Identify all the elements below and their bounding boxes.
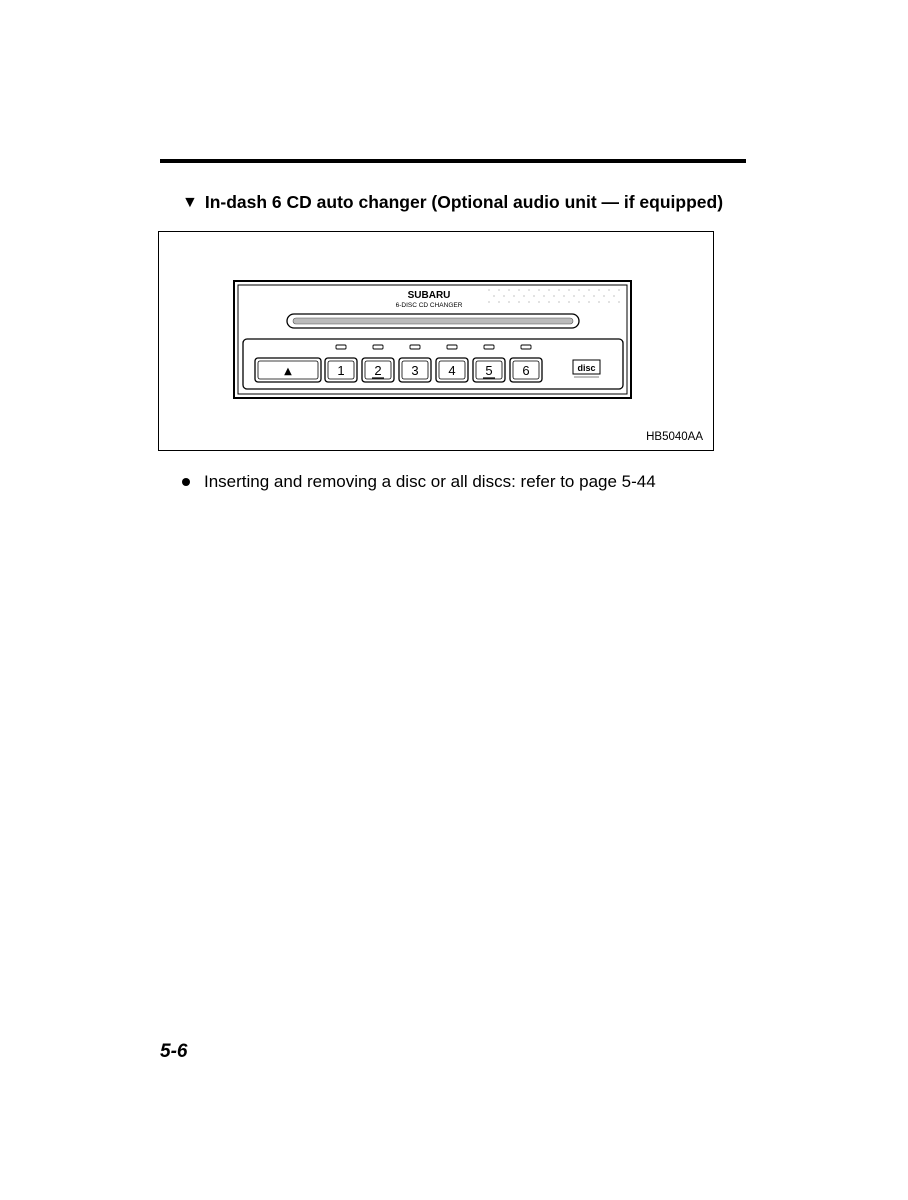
disc-indicator-light bbox=[336, 345, 346, 349]
disc-button-label: 1 bbox=[337, 363, 345, 378]
section-title: In-dash 6 CD auto changer (Optional audio unit — if equipped) bbox=[204, 192, 724, 212]
section-heading bbox=[182, 192, 723, 213]
disc-button-label: 3 bbox=[411, 363, 419, 378]
cd-changer-illustration bbox=[159, 232, 715, 452]
triangle-marker-icon: ▼ bbox=[182, 193, 198, 211]
disc-button-label: 6 bbox=[522, 363, 530, 378]
eject-icon: ▲ bbox=[284, 366, 292, 377]
page-number: 5-6 bbox=[160, 1041, 188, 1062]
list-item bbox=[182, 472, 656, 492]
disc-indicator-light bbox=[484, 345, 494, 349]
unit-label: 6-DISC CD CHANGER bbox=[395, 302, 463, 309]
disc-indicator-light bbox=[373, 345, 383, 349]
top-rule bbox=[160, 159, 746, 163]
bullet-dot-icon bbox=[182, 478, 190, 486]
cd-changer-figure bbox=[158, 231, 714, 451]
cd-logo-text: disc bbox=[577, 363, 596, 373]
eject-button[interactable] bbox=[255, 358, 321, 382]
disc-button-label: 5 bbox=[485, 363, 493, 378]
bullet-text: Inserting and removing a disc or all discs: refer to page 5-44 bbox=[204, 472, 656, 491]
disc-button-label: 2 bbox=[374, 363, 382, 378]
disc-indicator-light bbox=[521, 345, 531, 349]
disc-indicator-light bbox=[447, 345, 457, 349]
compact-disc-logo bbox=[573, 360, 600, 377]
figure-code: HB5040AA bbox=[646, 431, 703, 443]
brand-label: SUBARU bbox=[407, 290, 451, 301]
disc-indicator-light bbox=[410, 345, 420, 349]
disc-button-label: 4 bbox=[448, 363, 456, 378]
